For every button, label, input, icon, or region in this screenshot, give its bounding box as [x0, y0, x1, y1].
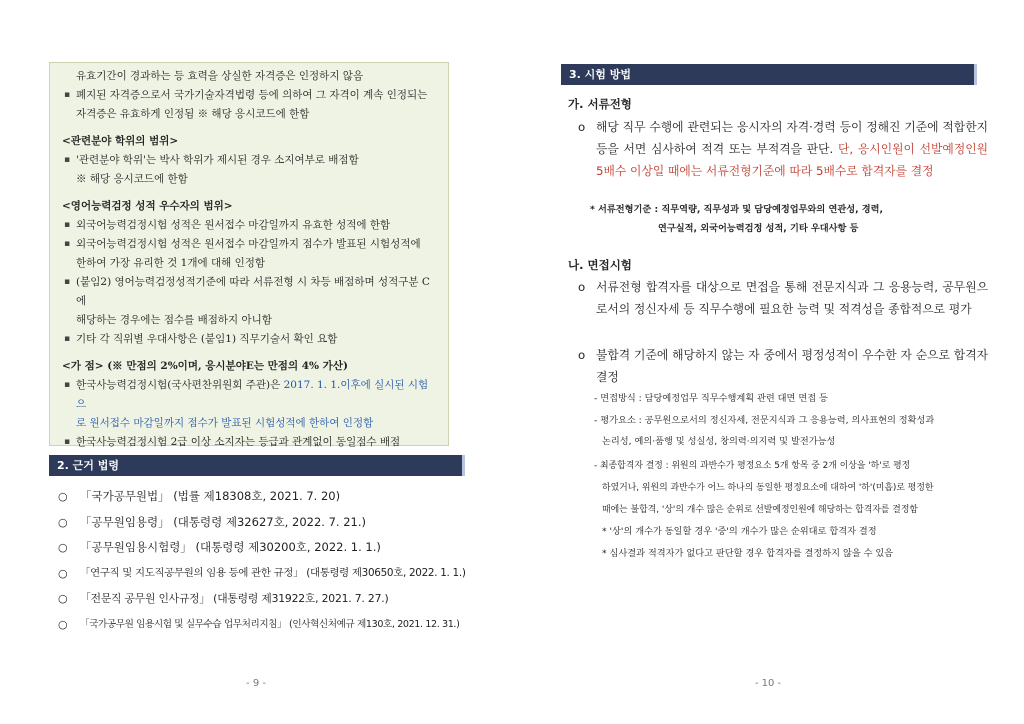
law-item: ○ 「전문직 공무원 인사규정」 (대통령령 제31922호, 2021. 7. 27.) — [58, 586, 478, 612]
note-bullet: ▪ 기타 각 직위별 우대사항은 (붙임1) 직무기술서 확인 요함 — [62, 330, 436, 349]
interview-item — [578, 276, 988, 320]
interview-criteria: - 평가요소 : 공무원으로서의 정신자세, 전문지식과 그 응용능력, 의사표현의 정확성과 — [594, 415, 935, 426]
page-number: - 9 - — [246, 678, 266, 689]
interview-method: - 면접방식 : 담당예정업무 직무수행계획 관련 대면 면접 등 — [594, 393, 828, 404]
screening-criteria-note: * 서류전형기준 : 직무역량, 직무성과 및 담당예정업무와의 연관성, 경력, — [590, 204, 884, 215]
document-screening-heading: 가. 서류전형 — [568, 97, 632, 111]
no-qualified-note: * 심사결과 적격자가 없다고 판단할 경우 합격자를 결정하지 않을 수 있음 — [602, 548, 894, 559]
item-text-plain: 해당 직무 수행에 관련되는 응시자의 자격·경력 등이 정해진 기준에 적합한지 등을 서면 심사하여 적격 또는 부적격을 판단. — [596, 120, 988, 156]
section-3-title: 3. 시험 방법 — [561, 64, 977, 85]
section-2-title: 2. 근거 법령 — [49, 455, 465, 476]
bullet-marker: o — [578, 120, 586, 134]
law-item: ○ 「국가공무원 임용시험 및 실무수습 업무처리지침」 (인사혁신처예규 제130호, 2021. 12. 31.) — [58, 612, 478, 638]
note-bullet: ▪ '관련분야 학위'는 박사 학위가 제시된 경우 소지여부로 배점함 — [62, 151, 436, 170]
screening-criteria-note-cont: 연구실적, 외국어능력검정 성적, 기타 우대사항 등 — [658, 223, 859, 234]
note-bullet: ▪ (붙임2) 영어능력검정성적기준에 따라 서류전형 시 차등 배점하며 성적구분 C에 — [62, 273, 436, 311]
bullet-marker: o — [578, 348, 586, 362]
item-text: 서류전형 합격자를 대상으로 면접을 통해 전문지식과 그 응용능력, 공무원으로서의 정신자세 등 직무수행에 필요한 능력 및 적격성을 종합적으로 평가 — [596, 280, 988, 316]
item-text — [596, 116, 988, 182]
law-list — [58, 484, 478, 637]
note-bullet: ▪ 외국어능력검정시험 성적은 원서접수 마감일까지 유효한 성적에 한함 — [62, 216, 436, 235]
law-item: ○ 「연구직 및 지도직공무원의 임용 등에 관한 규정」 (대통령령 제30650호, 2022. 1. 1.) — [58, 561, 478, 587]
final-decision-cont: 때에는 불합격, '상'의 개수 많은 순위로 선발예정인원에 해당하는 합격자를 결정함 — [602, 505, 919, 515]
item-text-red: 단, 응시인원이 선발예정인원 5배수 이상일 때에는 서류전형기준에 따라 5배수로 합격자를 결정 — [596, 142, 989, 178]
document-screening-item — [578, 116, 988, 182]
note-line: 한하여 가장 유리한 것 1개에 대해 인정함 — [76, 257, 265, 269]
law-item: ○ 「국가공무원법」 (법률 제18308호, 2021. 7. 20) — [58, 484, 478, 510]
note-bullet — [62, 376, 436, 414]
english-score-heading: <영어능력검정 성적 우수자의 범위> — [62, 200, 233, 212]
bonus-points-heading: <가 점> (※ 만점의 2%이며, 응시분야E는 만점의 4% 가산) — [62, 360, 348, 372]
note-highlight: 2017. 1. 1.이후에 실시된 시험으 — [76, 379, 429, 410]
note-line: ※ 해당 응시코드에 한함 — [76, 173, 188, 185]
interview-item — [578, 344, 988, 388]
related-degree-heading: <관련분야 학위의 범위> — [62, 135, 179, 147]
final-decision: - 최종합격자 결정 : 위원의 과반수가 평정요소 5개 항목 중 2개 이상을 '하'로 평정 — [594, 461, 911, 471]
law-item: ○ 「공무원임용령」 (대통령령 제32627호, 2022. 7. 21.) — [58, 510, 478, 536]
note-bullet: ▪ 한국사능력검정시험 2급 이상 소지자는 등급과 관계없이 동일점수 배점 — [62, 433, 436, 452]
note-bullet: ▪ 폐지된 자격증으로서 국가기술자격법령 등에 의하여 그 자격이 계속 인정되는 — [62, 86, 436, 105]
law-item: ○ 「공무원임용시험령」 (대통령령 제30200호, 2022. 1. 1.) — [58, 535, 478, 561]
bullet-marker: o — [578, 280, 586, 294]
note-line: 자격증은 유효하게 인정됨 ※ 해당 응시코드에 한함 — [76, 108, 310, 120]
note-text: 한국사능력검정시험(국사편찬위원회 주관)은 — [76, 379, 284, 391]
note-bullet: ▪ 외국어능력검정시험 성적은 원서접수 마감일까지 점수가 발표된 시험성적에 — [62, 235, 436, 254]
note-line: 해당하는 경우에는 점수를 배점하지 아니함 — [76, 314, 272, 326]
final-decision-cont: 하였거나, 위원의 과반수가 어느 하나의 동일한 평정요소에 대하여 '하'(미흡)로 평정한 — [602, 483, 934, 493]
tie-break-note: * '상'의 개수가 동일할 경우 '중'의 개수가 많은 순위대로 합격자 결정 — [602, 526, 877, 537]
interview-heading: 나. 면접시험 — [568, 258, 632, 272]
note-highlight: 로 원서접수 마감일까지 점수가 발표된 시험성적에 한하여 인정함 — [76, 417, 374, 429]
page-number: - 10 - — [754, 678, 782, 689]
interview-criteria-cont: 논리성, 예의·품행 및 성실성, 창의력·의지력 및 발전가능성 — [602, 436, 836, 447]
qualification-notes-box — [49, 62, 449, 446]
item-text: 불합격 기준에 해당하지 않는 자 중에서 평정성적이 우수한 자 순으로 합격자 결정 — [596, 348, 988, 384]
note-line: 유효기간이 경과하는 등 효력을 상실한 자격증은 인정하지 않음 — [76, 70, 364, 82]
